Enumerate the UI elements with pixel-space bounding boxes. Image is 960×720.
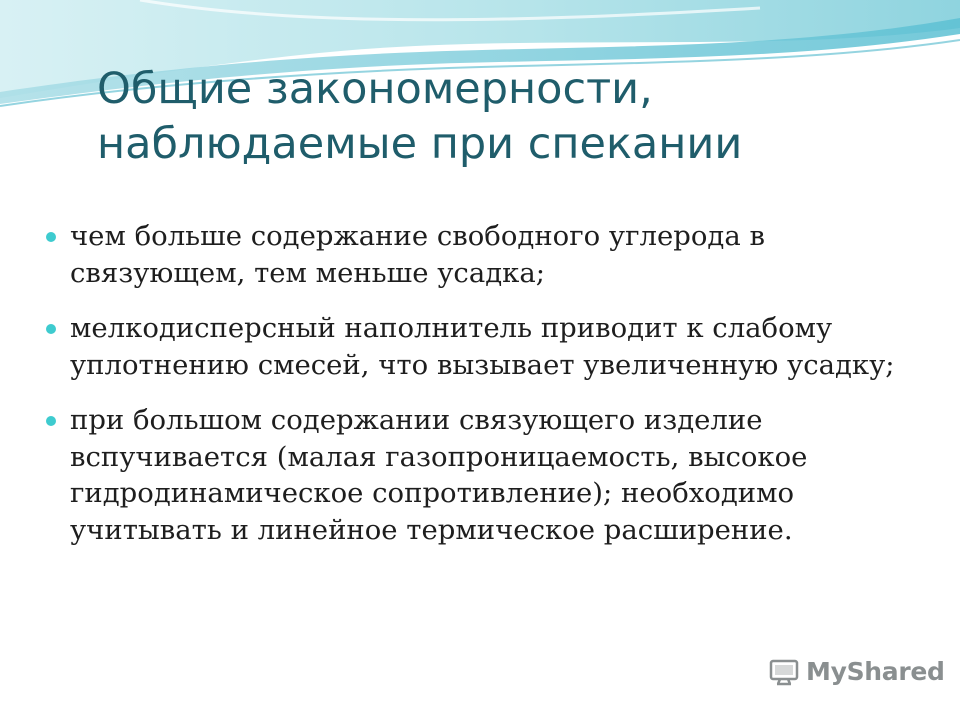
- bullet-item: [46, 218, 916, 291]
- bullet-text: чем больше содержание свободного углерода в связующем, тем меньше усадка;: [70, 220, 765, 289]
- bullet-text: мелкодисперсный наполнитель приводит к слабому уплотнению смесей, что вызывает увеличенную усадку;: [70, 312, 895, 381]
- bullet-item: [46, 402, 916, 548]
- bullet-item: [46, 310, 916, 383]
- bullet-dot-icon: [46, 232, 56, 242]
- bullet-list: [46, 218, 916, 568]
- title-line-1: Общие закономерности,: [97, 64, 653, 114]
- bullet-dot-icon: [46, 416, 56, 426]
- title-line-2: наблюдаемые при спекании: [97, 119, 743, 170]
- slide-title: [97, 62, 917, 172]
- watermark-text: MyShared: [806, 656, 945, 686]
- bullet-dot-icon: [46, 324, 56, 334]
- myshared-logo-icon: [768, 655, 800, 687]
- bullet-text: при большом содержании связующего изделие вспучивается (малая газопроницаемость, высокое гидродинамическое сопротивление); необходимо учитывать и линейное термическое расширение.: [70, 404, 808, 546]
- myshared-watermark: [768, 655, 945, 687]
